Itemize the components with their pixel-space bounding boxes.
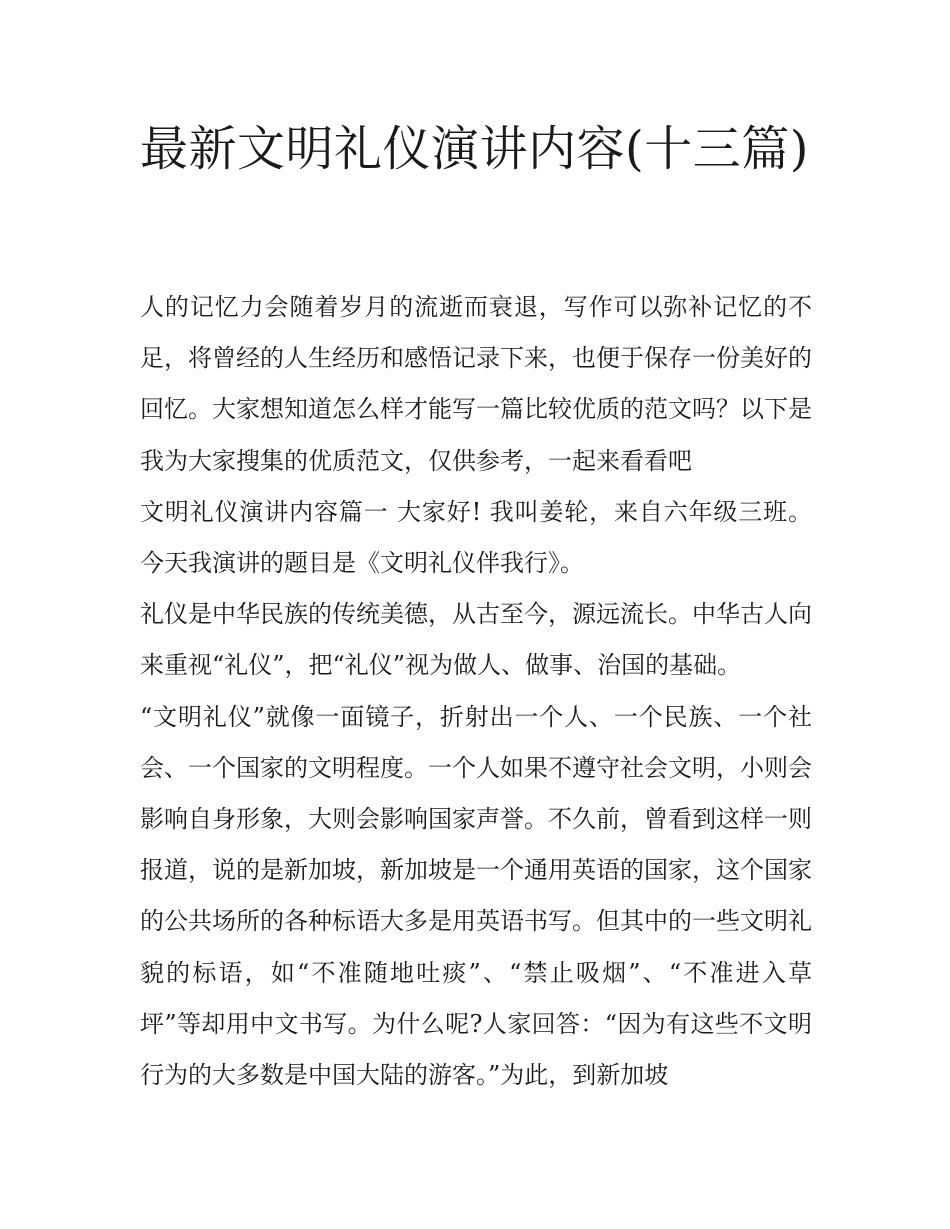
document-body: [140, 282, 812, 1101]
paragraph-civilization-mirror: “文明礼仪”就像一面镜子，折射出一个人、一个民族、一个社会、一个国家的文明程度。一个人如果不遵守社会文明，小则会影响自身形象，大则会影响国家声誉。不久前，曾看到这样一则报道，说的是新加坡，新加坡是一个通用英语的国家，这个国家的公共场所的各种标语大多是用英语书写。但其中的一些文明礼貌的标语，如“不准随地吐痰”、“禁止吸烟”、“不准进入草坪”等却用中文书写。为什么呢?人家回答：“因为有这些不文明行为的大多数是中国大陆的游客。”为此，到新加坡: [140, 702, 812, 1090]
paragraph-etiquette-tradition: 礼仪是中华民族的传统美德，从古至今，源远流长。中华古人向来重视“礼仪”，把“礼仪”视为做人、做事、治国的基础。: [140, 600, 812, 680]
document-title: 最新文明礼仪演讲内容(十三篇): [140, 121, 809, 177]
paragraph-intro: 人的记忆力会随着岁月的流逝而衰退，写作可以弥补记忆的不足，将曾经的人生经历和感悟记录下来，也便于保存一份美好的回忆。大家想知道怎么样才能写一篇比较优质的范文吗？以下是我为大家搜集的优质范文，仅供参考，一起来看看吧: [140, 293, 812, 475]
paragraph-speech-opening: 文明礼仪演讲内容篇一 大家好! 我叫姜轮，来自六年级三班。今天我演讲的题目是《文明礼仪伴我行》。: [140, 497, 812, 578]
